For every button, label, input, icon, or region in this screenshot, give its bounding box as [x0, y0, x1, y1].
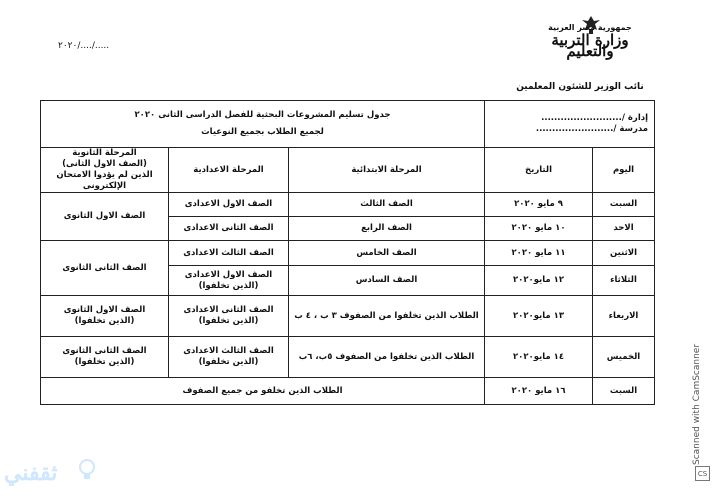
header-prep: المرحلة الاعدادية	[169, 148, 289, 193]
cell-prep: الصف الاول الاعدادى (الذين تخلفوا)	[169, 266, 289, 296]
cell-prep: الصف الثانى الاعدادى	[169, 217, 289, 241]
admin-field: إدارة /.........................	[541, 113, 649, 123]
date-line: ٢٠٢٠/..../.....	[58, 41, 110, 51]
table-row	[41, 378, 655, 405]
camscanner-logo: CS	[695, 466, 710, 481]
cell-secondary: الصف الاول الثانوى	[41, 193, 169, 241]
cell-primary: الطلاب الذين تخلفوا من الصفوف ٥ب، ٦ب	[289, 337, 485, 378]
cell-primary: الصف السادس	[289, 266, 485, 296]
cell-prep: الصف الثالث الاعدادى	[169, 241, 289, 266]
cell-primary: الصف الرابع	[289, 217, 485, 241]
cell-day: الخميس	[593, 337, 655, 378]
schedule-table	[40, 100, 655, 405]
table-header-row	[41, 148, 655, 193]
cell-date: ١٤ مايو٢٠٢٠	[485, 337, 593, 378]
cell-day: الثلاثاء	[593, 266, 655, 296]
header-date: التاريخ	[485, 148, 593, 193]
ministry-country: جمهورية مصر العربية	[548, 23, 632, 32]
cell-date: ١٦ مايو ٢٠٢٠	[485, 378, 593, 405]
cell-prep: الصف الثالث الاعدادى (الذين تخلفوا)	[169, 337, 289, 378]
ministry-logo	[530, 22, 650, 60]
ministry-name: وزارة التربية والتعليم	[551, 31, 629, 60]
cell-date: ١١ مايو ٢٠٢٠	[485, 241, 593, 266]
header-secondary: المرحلة الثانوية (الصف الاول الثانى) الذين لم يؤدوا الامتحان الإلكترونى	[41, 148, 169, 193]
cell-secondary: الصف الثانى الثانوى (الذين تخلفوا)	[41, 337, 169, 378]
table-title-cell	[41, 101, 485, 148]
header-primary: المرحلة الابتدائية	[289, 148, 485, 193]
table-title: جدول تسليم المشروعات البحثية للفصل الدراسى الثانى ٢٠٢٠	[134, 110, 391, 120]
cell-day: السبت	[593, 193, 655, 217]
cell-prep: الصف الاول الاعدادى	[169, 193, 289, 217]
table-top-row	[41, 101, 655, 148]
table-row	[41, 241, 655, 266]
table-row	[41, 337, 655, 378]
cell-primary: الصف الثالث	[289, 193, 485, 217]
cell-merged: الطلاب الذين تخلفو من جميع الصفوف	[41, 378, 485, 405]
cell-day: الاربعاء	[593, 296, 655, 337]
cell-day: الاثنين	[593, 241, 655, 266]
camscanner-watermark: Scanned with CamScanner	[692, 343, 702, 465]
table-row	[41, 296, 655, 337]
cell-secondary: الصف الاول الثانوى (الذين تخلفوا)	[41, 296, 169, 337]
cell-prep: الصف الثانى الاعدادى (الذين تخلفوا)	[169, 296, 289, 337]
cell-primary: الطلاب الذين تخلفوا من الصفوف ٣ ب ، ٤ ب	[289, 296, 485, 337]
cell-date: ٩ مايو ٢٠٢٠	[485, 193, 593, 217]
lightbulb-icon	[78, 458, 96, 482]
table-row	[41, 193, 655, 217]
school-field: مدرسة /........................	[535, 124, 649, 134]
header-day: اليوم	[593, 148, 655, 193]
deputy-title: نائب الوزير للشئون المعلمين	[516, 82, 644, 92]
cell-day: السبت	[593, 378, 655, 405]
cell-date: ١٢ مايو٢٠٢٠	[485, 266, 593, 296]
cell-date: ١٠ مايو ٢٠٢٠	[485, 217, 593, 241]
table-subtitle: لجميع الطلاب بجميع النوعيات	[201, 127, 324, 137]
school-fields-cell	[485, 101, 655, 148]
cell-date: ١٣ مايو٢٠٢٠	[485, 296, 593, 337]
cell-secondary: الصف الثانى الثانوى	[41, 241, 169, 296]
site-watermark-logo: ثقفني	[4, 460, 58, 486]
cell-day: الاحد	[593, 217, 655, 241]
cell-primary: الصف الخامس	[289, 241, 485, 266]
